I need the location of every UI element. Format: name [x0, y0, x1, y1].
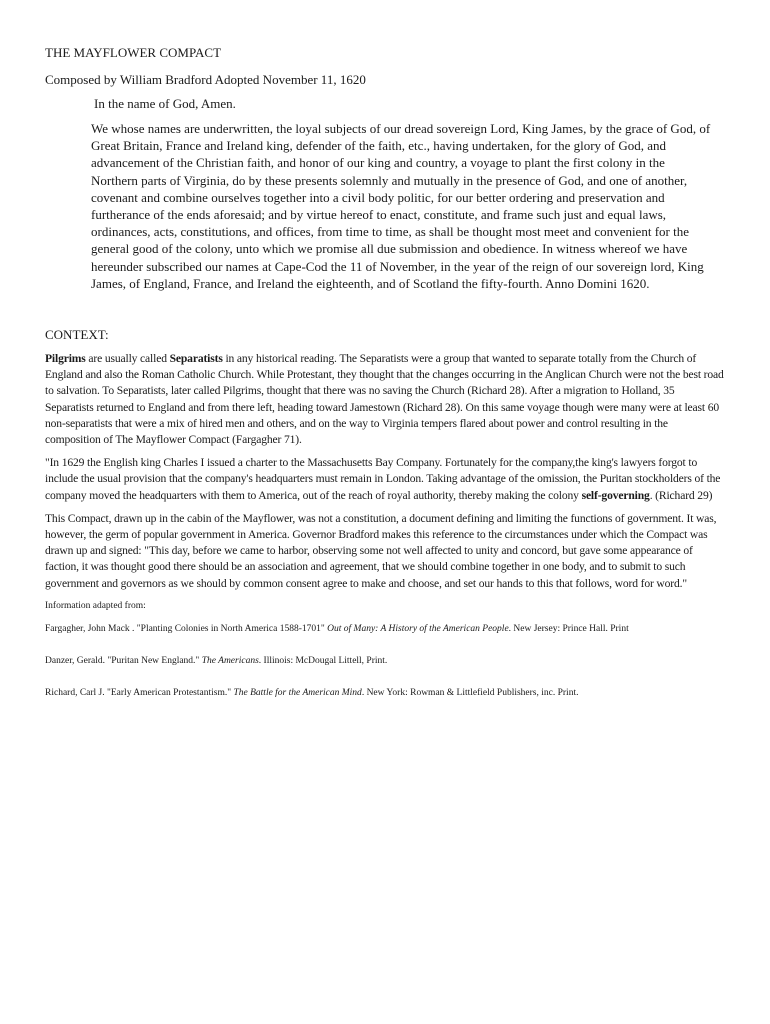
context-paragraph-charter	[45, 455, 725, 504]
context-paragraph-pilgrims	[45, 351, 725, 448]
citation-text: . New York: Rowman & Littlefield Publishers, inc. Print.	[361, 687, 579, 698]
paragraph-text: are usually called	[85, 352, 170, 366]
source-citation	[45, 622, 725, 636]
document-page	[45, 44, 725, 718]
citation-text: . Illinois: McDougal Littell, Print.	[258, 655, 388, 666]
citation-text: Richard, Carl J. "Early American Protestantism."	[45, 687, 234, 698]
citation-title: The Americans	[201, 655, 259, 666]
compact-invocation: In the name of God, Amen.	[94, 96, 236, 111]
source-citation	[45, 654, 725, 668]
citation-text: . New Jersey: Prince Hall. Print	[508, 623, 629, 634]
document-byline: Composed by William Bradford Adopted November 11, 1620	[45, 72, 366, 87]
context-heading: CONTEXT:	[45, 327, 109, 343]
term-self-governing: self-governing	[581, 488, 650, 502]
paragraph-text: in any historical reading. The Separatists were a group that wanted to separate totally from the Church of England and also the Roman Catholic Church. While Protestant, they thought that the changes occurring in the Anglican Church were not the best road to salvation. To Separatists, later called Pilgrims, thought that there was no saving the Church (Richard 28). After a migration to Holland, 35 Separatists returned to England and from there left, heading toward Jamestown (Richard 28). On this same voyage though were many were at least 60 non-separatists that were a mix of hired men and others, and on the way to Virginia tempers flared about power and control resulting in the composition of The Mayflower Compact (Fargagher 71).	[45, 352, 724, 447]
context-paragraph-compact: This Compact, drawn up in the cabin of the Mayflower, was not a constitution, a document defining and limiting the functions of government. It was, however, the germ of popular government in America. Governor Bradford makes this reference to the circumstances under which the Compact was drawn up and signed: "This day, before we came to harbor, observing some not well affected to unity and concord, but gave some appearance of faction, it was thought good there should be an association and agreement, that we should combine together in one body, and to submit to such government and governors as we should by common consent agree to make and choose, and set our hands to this that follows, word for word."	[45, 511, 717, 590]
citation-title: The Battle for the American Mind	[233, 687, 362, 698]
paragraph-text: "In 1629 the English king Charles I issued a charter to the Massachusetts Bay Company. Fortunately for the company,the king's lawyers forgot to include the usual provision that the company's headquarters must remain in London. Taking advantage of the omission, the Puritan stockholders of the company moved the headquarters with them to America, out of the reach of royal authority, thereby making the colony	[45, 456, 721, 502]
sources-label: Information adapted from:	[45, 600, 146, 611]
citation-text: Danzer, Gerald. "Puritan New England."	[45, 655, 202, 666]
citation-title: Out of Many: A History of the American People	[327, 623, 509, 634]
compact-text: We whose names are underwritten, the loyal subjects of our dread sovereign Lord, King James, by the grace of God, of Great Britain, France and Ireland king, defender of the faith, etc., having undertaken, for the glory of God, and advancement of the Christian faith, and honor of our king and country, a voyage to plant the first colony in the Northern parts of Virginia, do by these presents solemnly and mutually in the presence of God, and one of another, covenant and combine ourselves together into a civil body politic, for our better ordering and preservation and furtherance of the ends aforesaid; and by virtue hereof to enact, constitute, and frame such just and equal laws, ordinances, acts, constitutions, and offices, from time to time, as shall be thought most meet and convenient for the general good of the colony, unto which we promise all due submission and obedience. In witness whereof we have hereunder subscribed our names at Cape-Cod the 11 of November, in the year of the reign of our sovereign lord, King James, of England, France, and Ireland the eighteenth, and of Scotland the fifty-fourth. Anno Domini 1620.	[91, 121, 711, 291]
citation-text: Fargagher, John Mack . "Planting Colonies in North America 1588-1701"	[45, 623, 328, 634]
source-citation	[45, 686, 725, 700]
term-pilgrims: Pilgrims	[45, 352, 86, 366]
paragraph-text: . (Richard 29)	[649, 488, 713, 502]
document-title: THE MAYFLOWER COMPACT	[45, 45, 222, 60]
term-separatists: Separatists	[169, 352, 223, 366]
